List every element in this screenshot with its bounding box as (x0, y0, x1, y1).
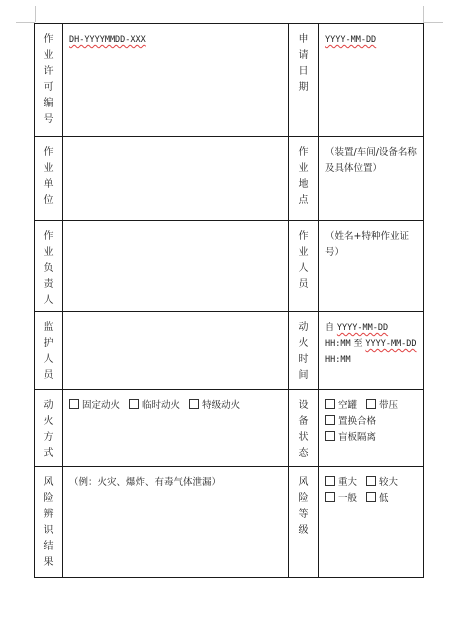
checkbox-option[interactable] (325, 477, 357, 488)
workers-hint: （姓名+特种作业证号） (325, 231, 409, 258)
apply-date-value: YYYY-MM-DD (325, 35, 377, 45)
label-permit-number: 作 业 许 可 编 号 (43, 34, 54, 125)
equipment-status-options (319, 390, 423, 446)
label-risk-level: 风 险 等 级 (298, 477, 309, 536)
hot-work-permit-table (34, 23, 424, 578)
checkbox-option[interactable] (325, 400, 357, 411)
checkbox-option[interactable] (325, 416, 376, 427)
label-equipment-status: 设 备 状 态 (298, 400, 309, 459)
risk-level-options (319, 467, 423, 507)
label-work-leader: 作 业 负 责 人 (43, 231, 54, 306)
label-hot-work-type: 动 火 方 式 (43, 400, 54, 459)
checkbox-label: 较大 (379, 477, 399, 488)
checkbox-option[interactable] (189, 400, 240, 411)
checkbox-icon[interactable] (325, 492, 335, 502)
hot-work-time-field[interactable] (319, 312, 424, 390)
work-leader-field[interactable] (63, 221, 289, 312)
apply-date-field[interactable] (319, 24, 424, 137)
checkbox-option[interactable] (366, 400, 398, 411)
checkbox-label: 重大 (338, 477, 358, 488)
checkbox-icon[interactable] (366, 492, 376, 502)
work-unit-field[interactable] (63, 137, 289, 221)
table-row-permit-number (35, 24, 424, 137)
permit-number-field[interactable] (63, 24, 289, 137)
permit-number-value: DH-YYYYMMDD-XXX (69, 35, 146, 45)
checkbox-icon[interactable] (366, 476, 376, 486)
checkbox-option[interactable] (366, 477, 398, 488)
table-row-work-leader (35, 221, 424, 312)
crop-mark-top-left-vertical (35, 6, 36, 22)
table-row-guardian (35, 312, 424, 390)
checkbox-option[interactable] (69, 400, 120, 411)
checkbox-label: 盲板隔离 (338, 432, 377, 443)
table-row-work-unit (35, 137, 424, 221)
work-location-hint: （装置/车间/设备名称及具体位置） (325, 147, 417, 174)
checkbox-label: 特级动火 (202, 400, 241, 411)
workers-field[interactable] (319, 221, 424, 312)
label-hot-work-time: 动 火 时 间 (298, 322, 309, 381)
label-workers: 作 业 人 员 (298, 231, 309, 290)
hot-work-type-options (63, 390, 288, 414)
risk-level-field (319, 467, 424, 578)
label-risk-identification: 风 险 辨 识 结 果 (43, 477, 54, 568)
label-work-location: 作 业 地 点 (298, 147, 309, 206)
checkbox-option[interactable] (325, 493, 357, 504)
checkbox-label: 带压 (379, 400, 399, 411)
checkbox-option[interactable] (366, 493, 389, 504)
crop-mark-top-right-horizontal (423, 22, 443, 23)
checkbox-icon[interactable] (69, 399, 79, 409)
checkbox-label: 临时动火 (142, 400, 181, 411)
table-row-risk (35, 467, 424, 578)
work-location-field[interactable] (319, 137, 424, 221)
checkbox-icon[interactable] (325, 431, 335, 441)
checkbox-icon[interactable] (129, 399, 139, 409)
checkbox-option[interactable] (129, 400, 180, 411)
hot-work-type-field (63, 390, 289, 467)
checkbox-icon[interactable] (325, 415, 335, 425)
crop-mark-top-left-horizontal (16, 22, 35, 23)
checkbox-icon[interactable] (325, 399, 335, 409)
checkbox-label: 固定动火 (82, 400, 121, 411)
hot-work-time-value: 自 YYYY-MM-DD HH:MM 至 YYYY-MM-DD HH:MM (325, 323, 417, 365)
checkbox-icon[interactable] (366, 399, 376, 409)
table-row-hot-work-type (35, 390, 424, 467)
crop-mark-top-right-vertical (423, 6, 424, 22)
label-work-unit: 作 业 单 位 (43, 147, 54, 206)
guardian-field[interactable] (63, 312, 289, 390)
checkbox-icon[interactable] (325, 476, 335, 486)
risk-identification-field[interactable] (63, 467, 289, 578)
risk-identification-hint: （例：火灾、爆炸、有毒气体泄漏） (69, 477, 222, 488)
checkbox-label: 低 (379, 493, 389, 504)
label-guardian: 监 护 人 员 (43, 322, 54, 381)
label-apply-date: 申 请 日 期 (298, 34, 309, 93)
checkbox-label: 一般 (338, 493, 358, 504)
checkbox-option[interactable] (325, 432, 376, 443)
checkbox-label: 空罐 (338, 400, 358, 411)
checkbox-label: 置换合格 (338, 416, 377, 427)
equipment-status-field (319, 390, 424, 467)
checkbox-icon[interactable] (189, 399, 199, 409)
